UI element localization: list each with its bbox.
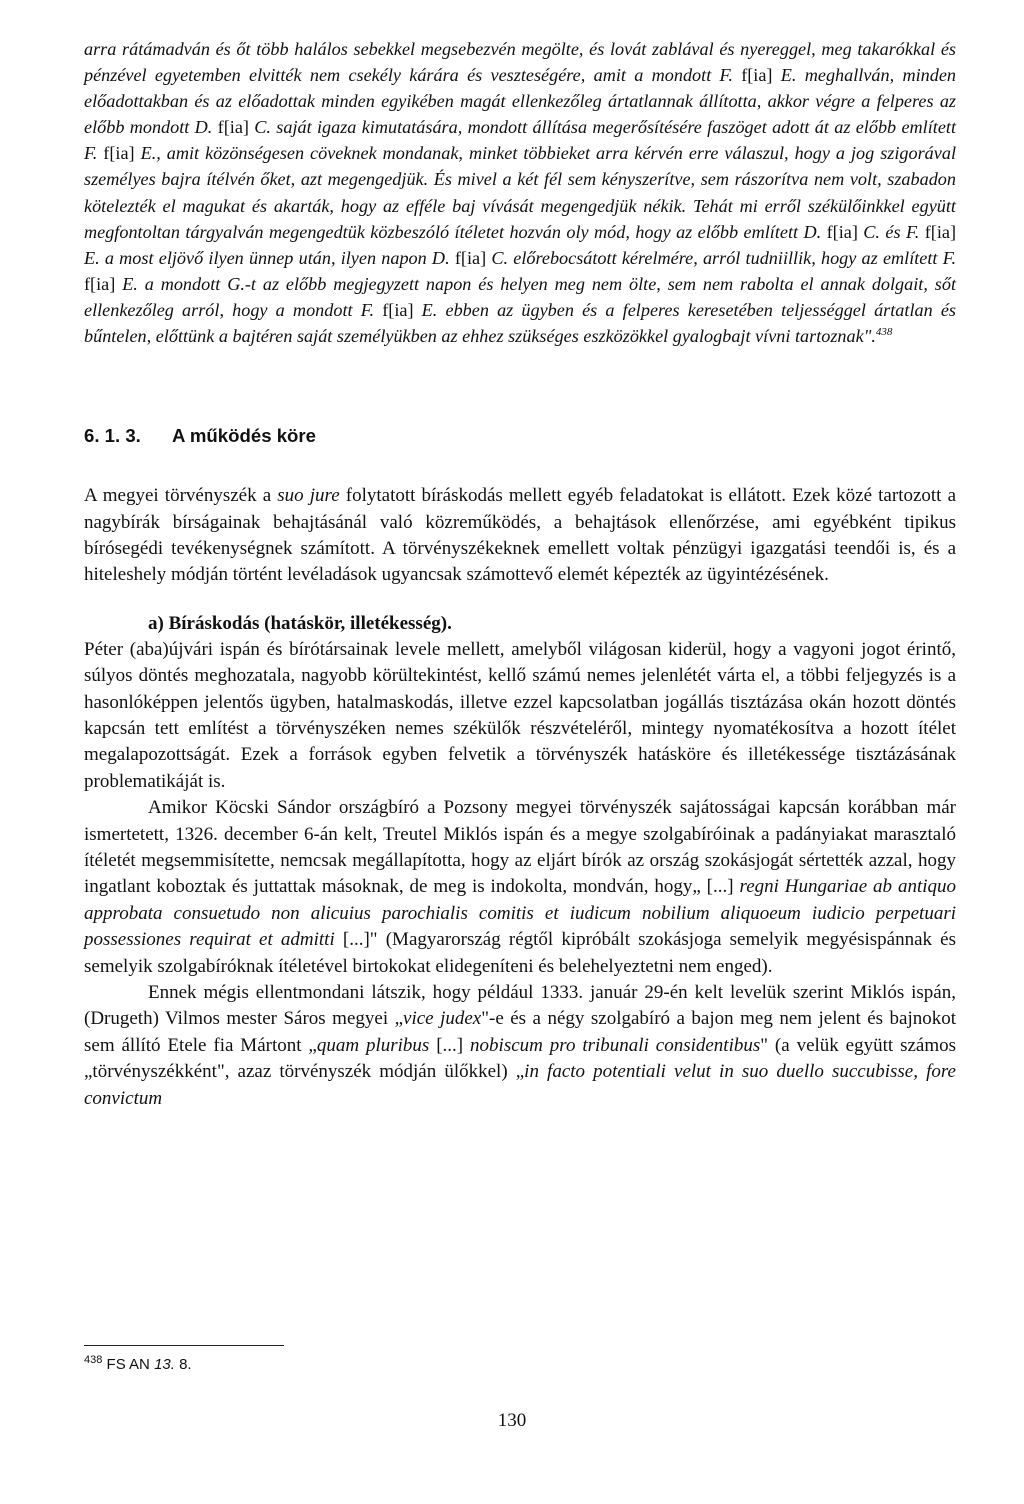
paragraph-2: Péter (aba)újvári ispán és bírótársainak levele mellett, amelyből világosan kiderül, hogy a vagyoni jogot érintő, súlyos döntés meghozatala, nagyobb körültekintést, kellő számú nemes jelenlétét várta el, a többi feljegyzés is a hasonlóképpen jelentős ügyben, hatalmaskodás, illetve ezzel kapcsolatban jogállás tisztázása okán hozott döntés kapcsán tett említést a törvényszéken nemes székülők részvételéről, mintegy nyomatékosítva a hozott ítélet megalapozottságát. Ezek a források egyben felvetik a törvényszék hatásköre és illetékessége tisztázásának problematikáját is.	[84, 638, 956, 792]
footnote-divider	[84, 1345, 284, 1346]
paragraph-3: Amikor Köcski Sándor országbíró a Pozsony megyei törvényszék sajátosságai kapcsán korábban már ismertetett, 1326. december 6-án kelt, Treutel Miklós ispán és a megye szolgabíróinak a padányiakat marasztaló ítéletét megsemmisítette, nemcsak megállapította, hogy az eljárt bírók az ország szokásjogát sértették azzal, hogy ingatlant koboztak és juttattak másoknak, de meg is indokolta, mondván, hogy„ [...] regni Hungariae ab antiquo approbata consuetudo non alicuius parochialis comitis et iudicum nobilium aliquoeum iudicio perpetuari possessiones requirat et admitti [...]" (Magyarország régtől kipróbált szokásjoga semelyik megyésispánnak és semelyik szolgabíróknak ítéletével birtokokat elidegeníteni és belehelyeztetni nem enged).	[84, 797, 956, 977]
footnote-ref: 438	[875, 325, 893, 338]
page-number: 130	[497, 1410, 527, 1431]
paragraph-4: Ennek mégis ellentmondani látszik, hogy például 1333. január 29-én kelt levelük szerint Miklós ispán, (Drugeth) Vilmos mester Sáros megyei „vice judex"-e és a négy szolgabíró a bajon meg nem jelent és bajnokot sem állító Etele fia Mártont „quam pluribus [...] nobiscum pro tribunali considentibus" (a velük együtt számos „törvényszékként", azaz törvényszék módján ülőkkel) „in facto potentiali velut in suo duello succubisse, fore convictum	[84, 982, 957, 1109]
footnote: $^{438}$ FS AN 13. 8.	[84, 1354, 192, 1373]
page	[84, 36, 956, 1112]
subheading: a) Bíráskodás (hatáskör, illetékesség).	[148, 612, 452, 634]
paragraph-1: A megyei törvényszék a suo jure folytatott bíráskodás mellett egyéb feladatokat is ellátott. Ezek közé tartozott a nagybírák bírságainak behajtásánál való közreműködés, a behajtások ellenőrzése, ami egyébként tipikus bírósegédi tevékenységnek számított. A törvényszékeknek emellett voltak pénzügyi igazgatási teendői is, és a hiteleshely módján történt levéladások ugyancsak számottevő elemét képezték az ügyintézésének.	[84, 485, 957, 586]
section-heading	[84, 423, 956, 449]
section-title: A működés köre	[172, 425, 316, 447]
quoted-passage: arra rátámadván és őt több halálos sebekkel megsebezvén megölte, és lovát zablával és nyereggel, meg takarókkal és pénzével egyetemben elvitték nem csekély kárára és veszteségére, amit a mondott F. f[ia] E. meghallván, minden előadottakban és az előadottak minden egyikében magát ellenkezőleg ártatlannak állította, akkor végre a felperes az előbb mondott D. f[ia] C. saját igaza kimutatására, mondott állítása megerősítésére faszöget adott át az előbb említett F. f[ia] E., amit közönségesen cöveknek mondanak, minket többieket arra kérvén erre válaszul, hogy a jog szigorával személyes bajra ítélvén őket, azt megengedjük. És mivel a két fél sem kényszerítve, sem rászorítva nem volt, szabadon kötelezték el magukat és akarták, hogy az efféle baj vívását megengedjük nékik. Tehát mi erről székülőinkkel együtt megfontoltan tárgyalván megengedtük közbeszóló ítéletet hozván oly mód, hogy az előbb említett D. f[ia] C. és F. f[ia] E. a most eljövő ilyen ünnep után, ilyen napon D. f[ia] C. előrebocsátott kérelmére, arról tudniillik, hogy az említett F. f[ia] E. a mondott G.-t az előbb megjegyzett napon és helyen meg nem ölte, sem nem rabolta el annak dolgait, sőt ellenkezőleg arról, hogy a mondott F. f[ia] E. ebben az ügyben és a felperes keresetében teljességgel ártatlan és bűntelen, előttünk a bajtéren saját személyükben az ehhez szükséges eszközökkel gyalogbajt vívni tartoznak".$^{438}$	[84, 39, 957, 347]
section-number: 6. 1. 3.	[84, 425, 141, 447]
